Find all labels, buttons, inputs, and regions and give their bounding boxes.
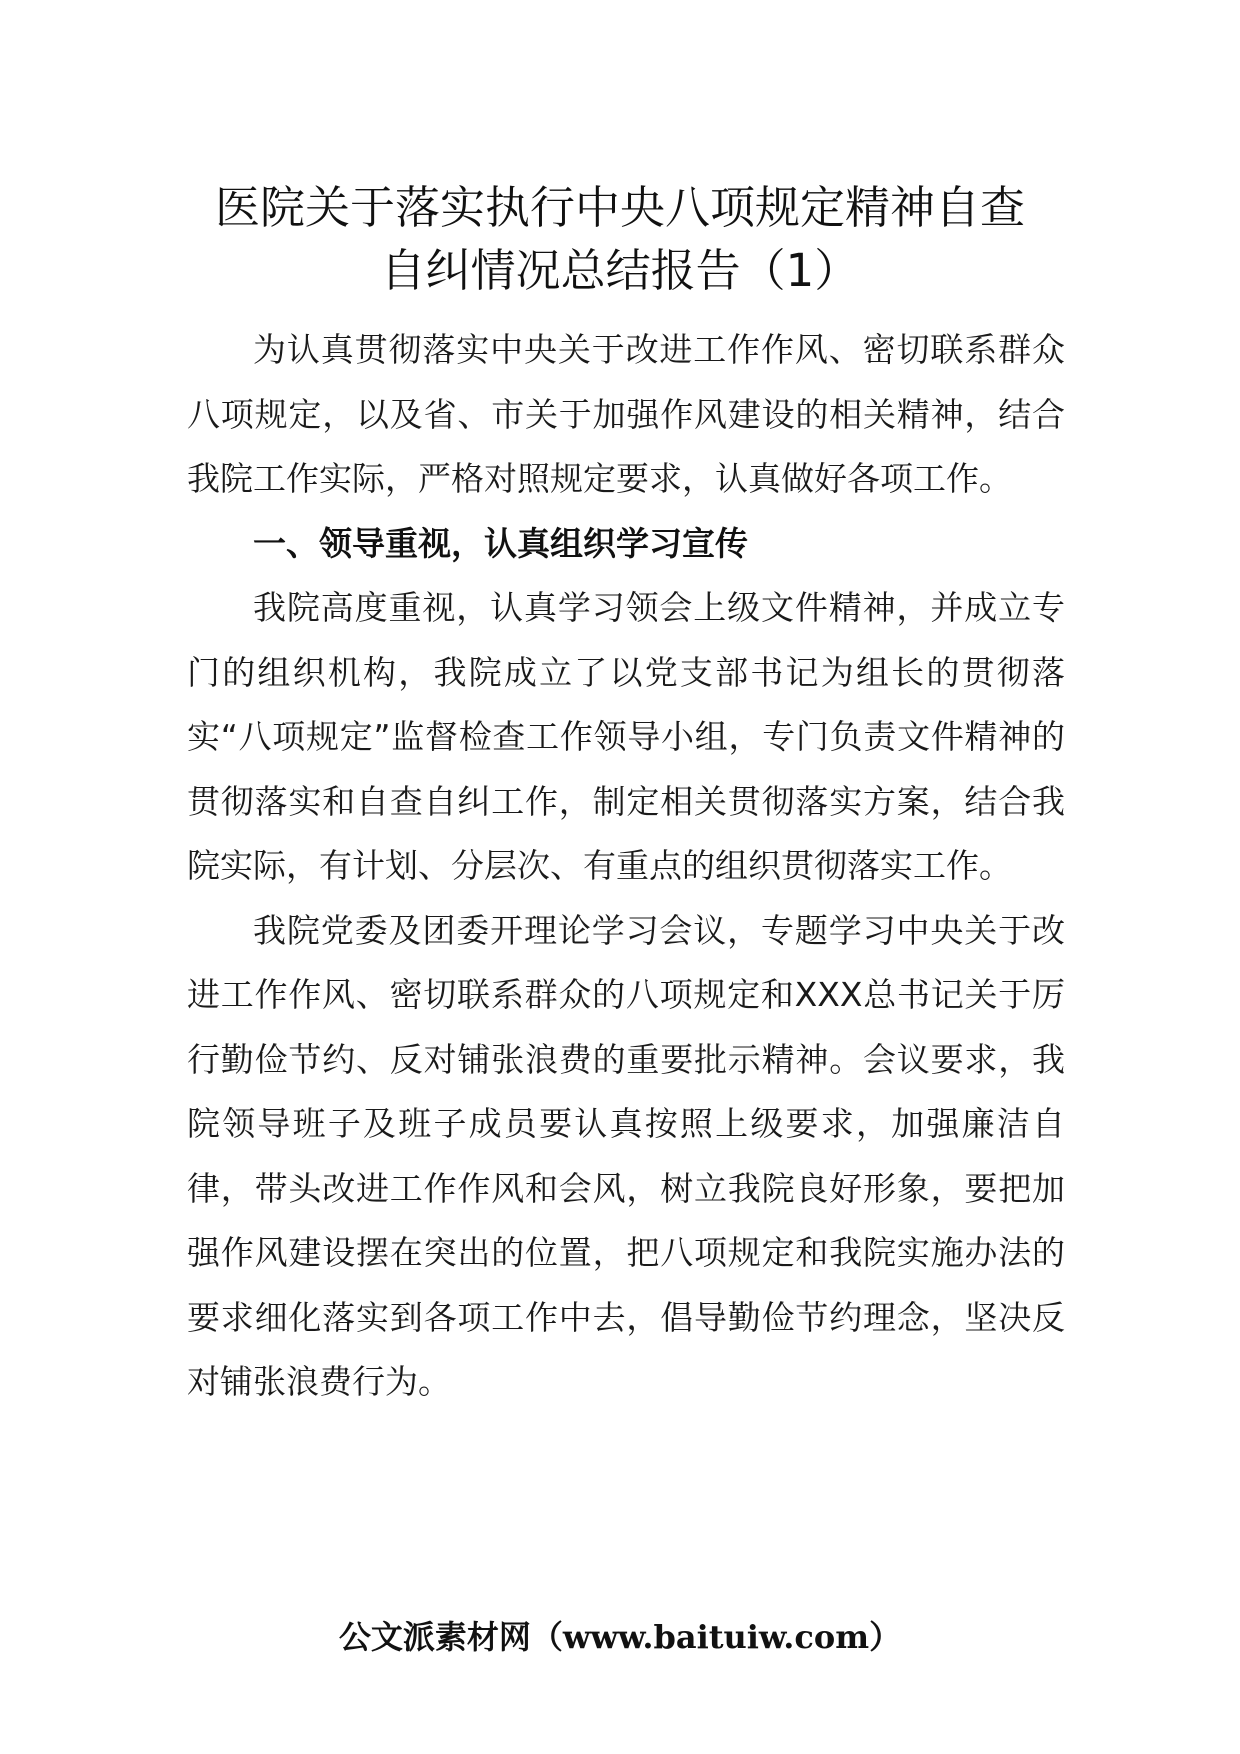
document-title <box>150 176 1090 302</box>
footer-source: 公文派素材网（www.baituiw.com） <box>338 1618 902 1656</box>
paragraph-study-meeting: 我院党委及团委开理论学习会议，专题学习中央关于改进工作作风、密切联系群众的八项规定和XXX总书记关于厉行勤俭节约、反对铺张浪费的重要批示精神。会议要求，我院领导班子及班子成员要认真按照上级要求，加强廉洁自律，带头改进工作作风和会风，树立我院良好形象，要把加强作风建设摆在突出的位置，把八项规定和我院实施办法的要求细化落实到各项工作中去，倡导勤俭节约理念，坚决反对铺张浪费行为。 <box>187 910 1065 1401</box>
section-heading-1: 一、领导重视，认真组织学习宣传 <box>253 523 748 563</box>
paragraph-organization: 我院高度重视，认真学习领会上级文件精神，并成立专门的组织机构，我院成立了以党支部书记为组长的贯彻落实“八项规定”监督检查工作领导小组，专门负责文件精神的贯彻落实和自查自纠工作，制定相关贯彻落实方案，结合我院实际，有计划、分层次、有重点的组织贯彻落实工作。 <box>187 588 1065 885</box>
document-body <box>187 318 1065 1415</box>
title-line-2: 自纠情况总结报告（1） <box>380 244 860 297</box>
paragraph-intro: 为认真贯彻落实中央关于改进工作作风、密切联系群众八项规定，以及省、市关于加强作风建设的相关精神，结合我院工作实际，严格对照规定要求，认真做好各项工作。 <box>187 330 1065 498</box>
title-line-1: 医院关于落实执行中央八项规定精神自查 <box>214 181 1025 234</box>
